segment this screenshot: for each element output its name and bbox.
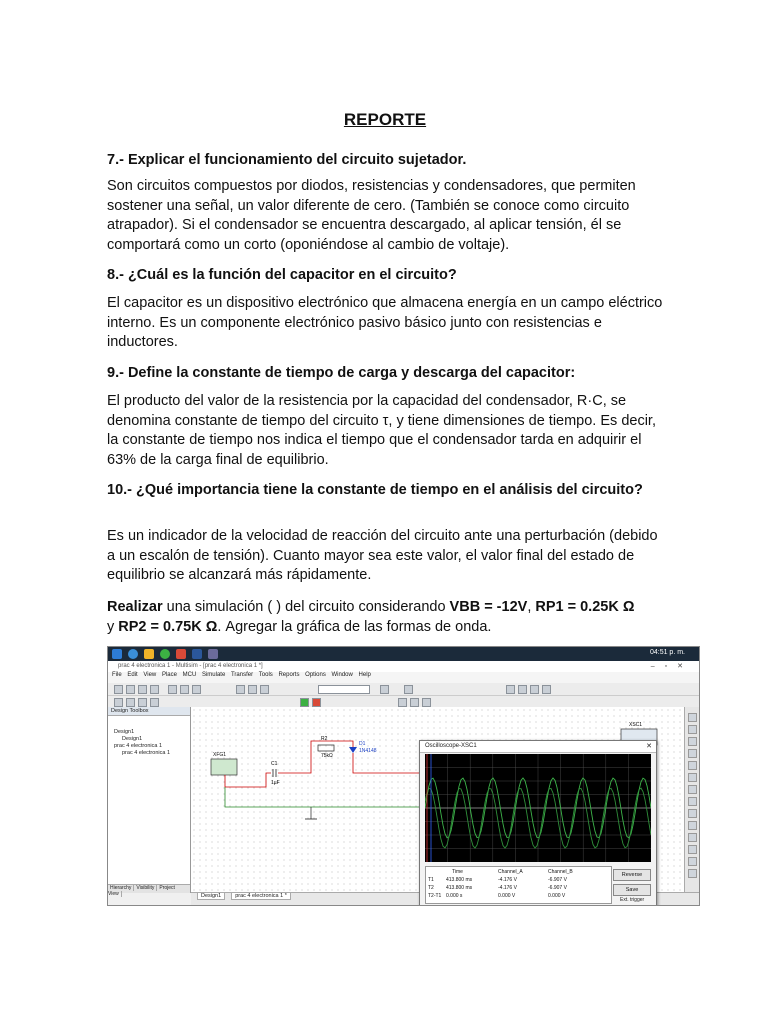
copy-icon[interactable] [180,685,189,694]
resistor-r2 [318,745,334,751]
xfg-label: XFG1 [213,752,227,758]
probe-icon[interactable] [380,685,389,694]
answer-7: Son circuitos compuestos por diodos, resistencias y condensadores, que permiten sostener una señal, un valor diferente de cero. (También se conoce como circuito atrapador). Si el condensador se encuentra descargado, al aplicar tensión, él se comportará como un corto (oponiéndose al cambio de voltaje). [107,178,636,253]
multisim-screenshot [107,646,700,906]
start-icon[interactable] [112,649,122,659]
hdr-channel-b: Channel_B [548,869,573,875]
scope-titlebar [420,741,656,753]
wire-icon[interactable] [398,698,407,707]
tab-project-view[interactable]: Project View [108,885,175,897]
sim-text-2: , [527,599,536,615]
main-toolbar [108,683,699,696]
row-t1-label: T1 [428,877,434,883]
row-diff-a: 0.000 V [498,893,516,899]
grid-icon[interactable] [236,685,245,694]
c1-label: C1 [271,761,278,767]
database-icon[interactable] [260,685,269,694]
menu-place[interactable]: Place [161,672,177,678]
sim-text-3: y [107,618,119,635]
row-t1-b: -6.907 V [548,877,567,883]
zoom-area-icon[interactable] [530,685,539,694]
iv-analyzer-icon[interactable] [688,821,697,830]
network-analyzer-icon[interactable] [688,857,697,866]
toolbox-title: Design Toolbox [108,707,190,716]
r2-label: R2 [321,736,328,742]
window-controls[interactable]: –▫✕ [650,663,693,670]
component-icon[interactable] [114,698,123,707]
word-icon[interactable] [192,649,202,659]
doc-tab-prac4[interactable]: prac 4 electronica 1 * [231,892,291,900]
zoom-fit-icon[interactable] [542,685,551,694]
counter-icon[interactable] [688,773,697,782]
row-t2-b: -6.907 V [548,885,567,891]
stop-icon[interactable] [312,698,321,707]
tree-design1-child[interactable]: Design1 [122,736,143,742]
sim-text-1: una simulación ( ) del circuito considerando [162,599,450,615]
hdr-time: Time [452,869,463,875]
menu-edit[interactable]: Edit [127,672,138,678]
window-titlebar [108,661,699,672]
row-t1-a: -4.176 V [498,877,517,883]
instruments-toolbar [684,707,699,893]
answer-8: El capacitor es un dispositivo electrónico que almacena energía en un campo eléctrico interno. Es un componente electrónico pasivo básico junto con resistencias e inductores. [107,295,663,350]
bus-icon[interactable] [410,698,419,707]
tree-design1[interactable]: Design1 [114,729,135,735]
ext-trigger-label: Ext. trigger [620,897,645,903]
basic-icon[interactable] [138,698,147,707]
sim-rp2: RP2 = 0.75K Ω [118,618,218,635]
folder-icon[interactable] [144,649,154,659]
simulation-instruction [107,598,663,637]
spreadsheet-icon[interactable] [248,685,257,694]
scope-title: Oscilloscope-XSC1 [425,743,477,749]
function-generator-icon[interactable] [688,725,697,734]
menu-help[interactable]: Help [358,672,371,678]
question-10: 10.- ¿Qué importancia tiene la constante de tiempo en el análisis del circuito? [107,482,643,498]
window-title: prac 4 electronica 1 - Multisim - [prac 4 electronica 1 *] [118,663,263,669]
report-title: REPORTE [343,110,427,129]
menu-reports[interactable]: Reports [278,672,300,678]
multisim-taskbar-icon[interactable] [208,649,218,659]
spectrum-analyzer-icon[interactable] [688,845,697,854]
tree-prac4[interactable]: prac 4 electronica 1 [114,743,162,749]
menu-bar [108,672,699,683]
question-9: 9.- Define la constante de tiempo de carga y descarga del capacitor: [107,365,576,381]
row-t2-a: -4.176 V [498,885,517,891]
sim-vbb: VBB = -12V [449,599,528,615]
answer-9: El producto del valor de la resistencia por la capacidad del condensador, R·C, se denomina constante de tiempo del circuito τ, y tiene dimensiones de tiempo. Es decir, la constante de tiempo nos indica el tiempo que el condensador tarda en adquirir el 63% de la carga final de equilibrio. [107,393,656,468]
save-icon[interactable] [138,685,147,694]
r2-value: 75kΩ [321,753,333,759]
taskbar-clock: 04:51 p. m. [649,649,685,656]
answer-10: Es un indicador de la velocidad de reacción del circuito ante una perturbación (debido a un escalón de tensión). Cuanto mayor sea este valor, el valor final del estado de equilibrio se alcanzará más rápidamente. [107,528,658,583]
oscilloscope-window[interactable] [419,740,657,906]
scope-waveform-svg [425,754,651,862]
scope-readout-table [425,866,612,904]
row-t2-time: 413.800 ms [446,885,473,891]
toolbox-tabs [108,884,190,897]
app-icon[interactable] [176,649,186,659]
browser-icon[interactable] [128,649,138,659]
row-diff-time: 0.000 s [446,893,463,899]
menu-simulate[interactable]: Simulate [201,672,226,678]
menu-view[interactable]: View [143,672,157,678]
question-7: 7.- Explicar el funcionamiento del circuito sujetador. [107,152,467,168]
hdr-channel-a: Channel_A [498,869,523,875]
wattmeter-icon[interactable] [688,737,697,746]
sim-rp1: RP1 = 0.25K Ω [535,599,635,615]
open-icon[interactable] [126,685,135,694]
menu-tools[interactable]: Tools [258,672,273,678]
row-diff-b: 0.000 V [548,893,566,899]
connector-icon[interactable] [422,698,431,707]
oscilloscope-icon[interactable] [688,749,697,758]
run-icon[interactable] [300,698,309,707]
diode-icon[interactable] [150,698,159,707]
reverse-button[interactable]: Reverse [613,869,651,881]
wire-d [353,753,421,773]
close-icon[interactable]: ✕ [646,743,652,750]
zoom-out-icon[interactable] [518,685,527,694]
doc-tab-design1[interactable]: Design1 [197,892,225,900]
logic-analyzer-icon[interactable] [688,797,697,806]
menu-transfer[interactable]: Transfer [230,672,254,678]
help-icon[interactable] [404,685,413,694]
windows-taskbar [108,647,699,661]
tab-hierarchy[interactable]: Hierarchy [110,885,134,891]
menu-window[interactable]: Window [331,672,353,678]
design-toolbox [108,707,191,897]
in-use-list[interactable] [318,685,370,694]
menu-options[interactable]: Options [305,672,326,678]
bode-plotter-icon[interactable] [688,761,697,770]
function-generator [211,759,237,775]
chrome-icon[interactable] [160,649,170,659]
tree-prac4-child[interactable]: prac 4 electronica 1 [122,750,170,756]
multimeter-icon[interactable] [688,713,697,722]
new-icon[interactable] [114,685,123,694]
c1-value: 1µF [271,780,280,786]
zoom-in-icon[interactable] [506,685,515,694]
source-icon[interactable] [126,698,135,707]
question-8: 8.- ¿Cuál es la función del capacitor en el circuito? [107,267,457,283]
row-t2-label: T2 [428,885,434,891]
row-diff-label: T2-T1 [428,893,442,899]
sim-realizar: Realizar [107,599,163,615]
cut-icon[interactable] [168,685,177,694]
current-probe-icon[interactable] [688,869,697,878]
menu-mcu[interactable]: MCU [182,672,197,678]
xsc-label: XSC1 [629,722,643,728]
d1-value: 1N4148 [359,748,377,754]
row-t1-time: 413.800 ms [446,877,473,883]
logic-converter-icon[interactable] [688,809,697,818]
d1-label: D1 [359,741,366,747]
menu-file[interactable]: File [112,672,122,678]
word-generator-icon[interactable] [688,785,697,794]
sim-text-4: . Agregar la gráfica de las formas de onda. [217,618,492,635]
print-icon[interactable] [150,685,159,694]
diode-d1 [349,747,357,753]
scope-display [425,754,651,862]
tab-visibility[interactable]: Visibility [136,885,157,891]
distortion-analyzer-icon[interactable] [688,833,697,842]
paste-icon[interactable] [192,685,201,694]
save-button[interactable]: Save [613,884,651,896]
